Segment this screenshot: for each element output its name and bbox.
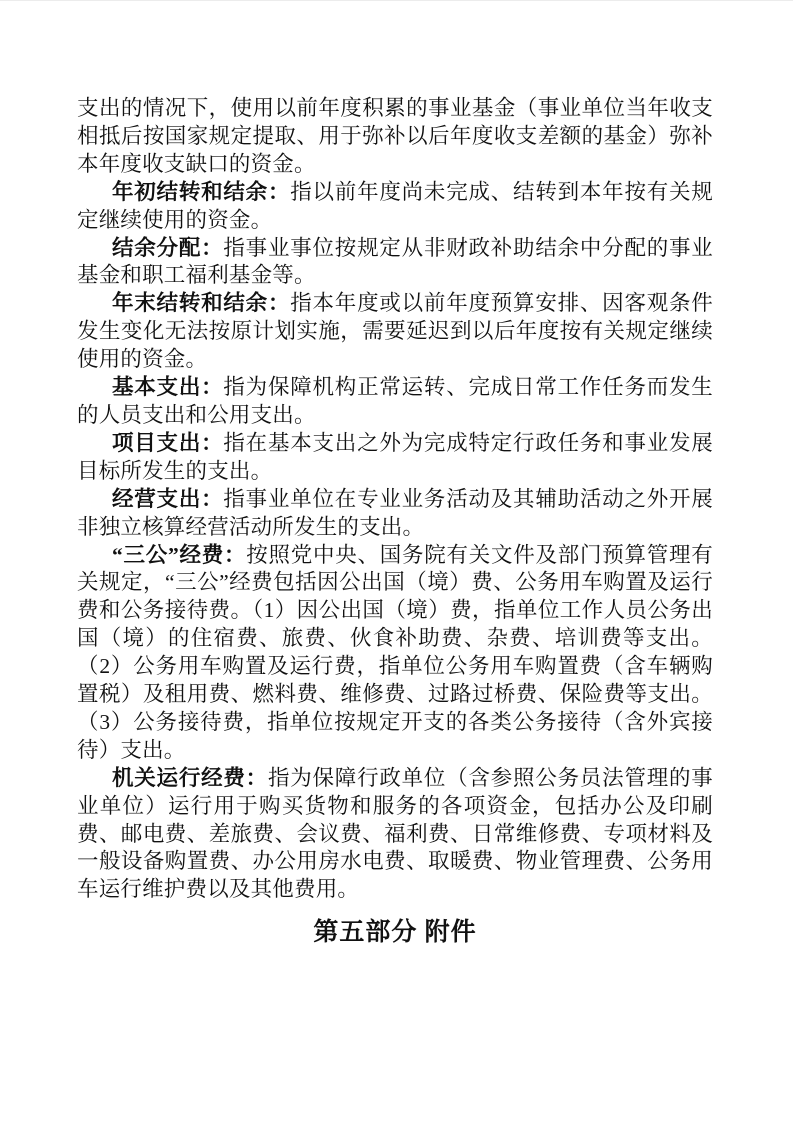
term-definition: 指事业单位在专业业务活动及其辅助活动之外开展非独立核算经营活动所发生的支出。 <box>77 486 713 539</box>
term-label: “三公”经费： <box>112 542 247 567</box>
term-definition: 按照党中央、国务院有关文件及部门预算管理有关规定，“三公”经费包括因公出国（境）费、公务用车购置及运行费和公务接待费。（1）因公出国（境）费，指单位工作人员公务出国（境）的住宿费、旅费、伙食补助费、杂费、培训费等支出。（2）公务用车购置及运行费，指单位公务用车购置费（含车辆购置税）及租用费、燃料费、维修费、过路过桥费、保险费等支出。（3）公务接待费，指单位按规定开支的各类公务接待（含外宾接待）支出。 <box>77 542 713 762</box>
paragraph-definition-year-begin-carryover <box>77 179 713 235</box>
term-definition: 指在基本支出之外为完成特定行政任务和事业发展目标所发生的支出。 <box>77 430 713 483</box>
term-label: 项目支出： <box>112 430 224 455</box>
term-label: 结余分配： <box>112 235 224 260</box>
term-definition: 指为保障机构正常运转、完成日常工作任务而发生的人员支出和公用支出。 <box>77 375 713 427</box>
paragraph-definition-three-public-funds <box>77 542 713 765</box>
term-label: 年末结转和结余： <box>112 291 291 316</box>
term-definition: 指以前年度尚未完成、结转到本年按有关规定继续使用的资金。 <box>77 179 713 232</box>
paragraph-definition-project-expenditure <box>77 430 713 486</box>
term-label: 经营支出： <box>112 486 224 511</box>
section-heading: 第五部分 附件 <box>313 919 477 947</box>
term-definition: 指事业事位按规定从非财政补助结余中分配的事业基金和职工福利基金等。 <box>77 235 713 288</box>
paragraph-definition-year-end-carryover <box>77 290 713 374</box>
paragraph-definition-operating-expenditure <box>77 486 713 542</box>
term-definition: 指为保障行政单位（含参照公务员法管理的事业单位）运行用于购买货物和服务的各项资金，包括办公及印刷费、邮电费、差旅费、会议费、福利费、日常维修费、专项材料及一般设备购置费、办公用房水电费、取暖费、物业管理费、公务用车运行维护费以及其他费用。 <box>77 765 713 902</box>
paragraph-definition-balance-distribution <box>77 235 713 291</box>
document-body <box>77 95 713 949</box>
paragraph-definition-basic-expenditure <box>77 374 713 430</box>
paragraph-continuation: 支出的情况下，使用以前年度积累的事业基金（事业单位当年收支相抵后按国家规定提取、用于弥补以后年度收支差额的基金）弥补本年度收支缺口的资金。 <box>77 96 713 176</box>
paragraph-definition-agency-operation-funds <box>77 765 713 905</box>
term-label: 年初结转和结余： <box>112 179 291 204</box>
term-label: 机关运行经费： <box>112 765 268 790</box>
term-label: 基本支出： <box>112 375 224 400</box>
term-definition: 指本年度或以前年度预算安排、因客观条件发生变化无法按原计划实施，需要延迟到以后年度按有关规定继续使用的资金。 <box>77 291 713 372</box>
